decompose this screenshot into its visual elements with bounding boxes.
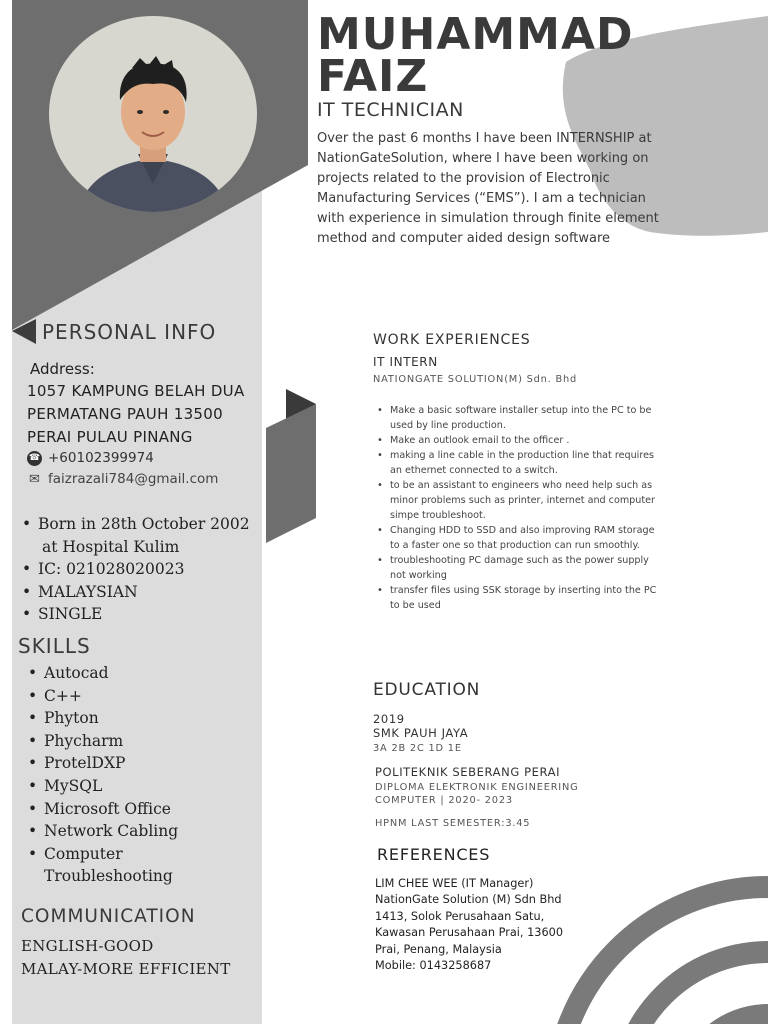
phone-icon: ☎ (27, 451, 42, 466)
phone-row (27, 450, 154, 466)
education-year: 2019 (373, 712, 405, 726)
reference-line: NationGate Solution (M) Sdn Bhd (375, 893, 562, 907)
list-item: • Computer Troubleshooting (24, 843, 178, 888)
profile-photo (48, 14, 258, 214)
reference-line: Mobile: 0143258687 (375, 959, 492, 973)
name-line-1: MUHAMMAD (317, 9, 634, 60)
list-item: • Born in 28th October 2002 at Hospital Kulim (18, 513, 250, 558)
email-address: faizrazali784@gmail.com (48, 471, 219, 487)
reference-line: LIM CHEE WEE (IT Manager) (375, 877, 534, 890)
list-item: • MySQL (24, 775, 178, 798)
list-item: • Autocad (24, 662, 178, 685)
education-result-1: 3A 2B 2C 1D 1E (373, 743, 462, 754)
personal-info-heading: PERSONAL INFO (42, 320, 217, 344)
list-item: • Changing HDD to SSD and also improving RAM storage to a faster one so that production can run smoothly. (373, 523, 663, 553)
list-item: • MALAYSIAN (18, 581, 250, 604)
list-item: • making a line cable in the production line that requires an ethernet connected to a switch. (373, 448, 663, 478)
list-item: MALAY-MORE EFFICIENT (21, 960, 231, 978)
education-school-2: POLITEKNIK SEBERANG PERAI (375, 765, 561, 779)
ribbon-shape (266, 404, 316, 543)
list-item: • Make an outlook email to the officer . (373, 433, 663, 448)
list-item: • Phycharm (24, 730, 178, 753)
course-line: COMPUTER | 2020- 2023 (375, 794, 513, 806)
communication-heading: COMMUNICATION (21, 906, 196, 927)
phone-number: +60102399974 (48, 450, 154, 466)
job-title: IT TECHNICIAN (317, 99, 464, 121)
personal-details-list (18, 513, 250, 626)
reference-line: Prai, Penang, Malaysia (375, 942, 502, 956)
address-block (27, 380, 245, 449)
address-label: Address: (30, 360, 95, 378)
work-heading: WORK EXPERIENCES (373, 332, 531, 348)
education-heading: EDUCATION (373, 680, 481, 700)
list-item: • ProtelDXP (24, 752, 178, 775)
work-duties-list (373, 403, 663, 613)
address-line: PERAI PULAU PINANG (27, 428, 193, 446)
education-hpnm: HPNM LAST SEMESTER:3.45 (375, 818, 531, 829)
work-role: IT INTERN (373, 355, 438, 369)
name-line-2: FAIZ (317, 51, 429, 102)
reference-line: Kawasan Perusahaan Prai, 13600 (375, 926, 564, 940)
list-item: • Network Cabling (24, 820, 178, 843)
email-icon: ✉ (29, 471, 40, 487)
list-item: ENGLISH-GOOD (21, 937, 154, 955)
list-item: • to be an assistant to engineers who need help such as minor problems such as printer, internet and computer simpe troubleshoot. (373, 478, 663, 523)
summary-text: Over the past 6 months I have been INTERNSHIP at NationGateSolution, where I have been working on projects related to the provision of Electronic Manufacturing Services (“EMS”). I am a technician with experience in simulation through finite element method and computer aided design software (317, 131, 659, 246)
skills-heading: SKILLS (18, 634, 91, 658)
list-item: • Phyton (24, 707, 178, 730)
list-item: • Make a basic software installer setup into the PC to be used by line production. (373, 403, 663, 433)
concentric-arcs (555, 887, 768, 1024)
skills-list (24, 662, 178, 888)
list-item: • transfer files using SSK storage by inserting into the PC to be used (373, 583, 663, 613)
work-company: NATIONGATE SOLUTION(M) Sdn. Bhd (373, 374, 578, 385)
communication-list (21, 935, 231, 981)
references-block (375, 876, 563, 974)
list-item: • IC: 021028020023 (18, 558, 250, 581)
reference-line: 1413, Solok Perusahaan Satu, (375, 909, 545, 923)
address-line: 1057 KAMPUNG BELAH DUA (27, 382, 245, 400)
list-item: • SINGLE (18, 603, 250, 626)
references-heading: REFERENCES (377, 845, 491, 864)
list-item: • Microsoft Office (24, 798, 178, 821)
education-course (375, 782, 579, 807)
course-line: DIPLOMA ELEKTRONIK ENGINEERING (375, 782, 579, 793)
address-line: PERMATANG PAUH 13500 (27, 405, 223, 423)
education-school-1: SMK PAUH JAYA (373, 726, 469, 740)
list-item: • C++ (24, 685, 178, 708)
list-item: • troubleshooting PC damage such as the power supply not working (373, 553, 663, 583)
email-row (27, 471, 218, 487)
